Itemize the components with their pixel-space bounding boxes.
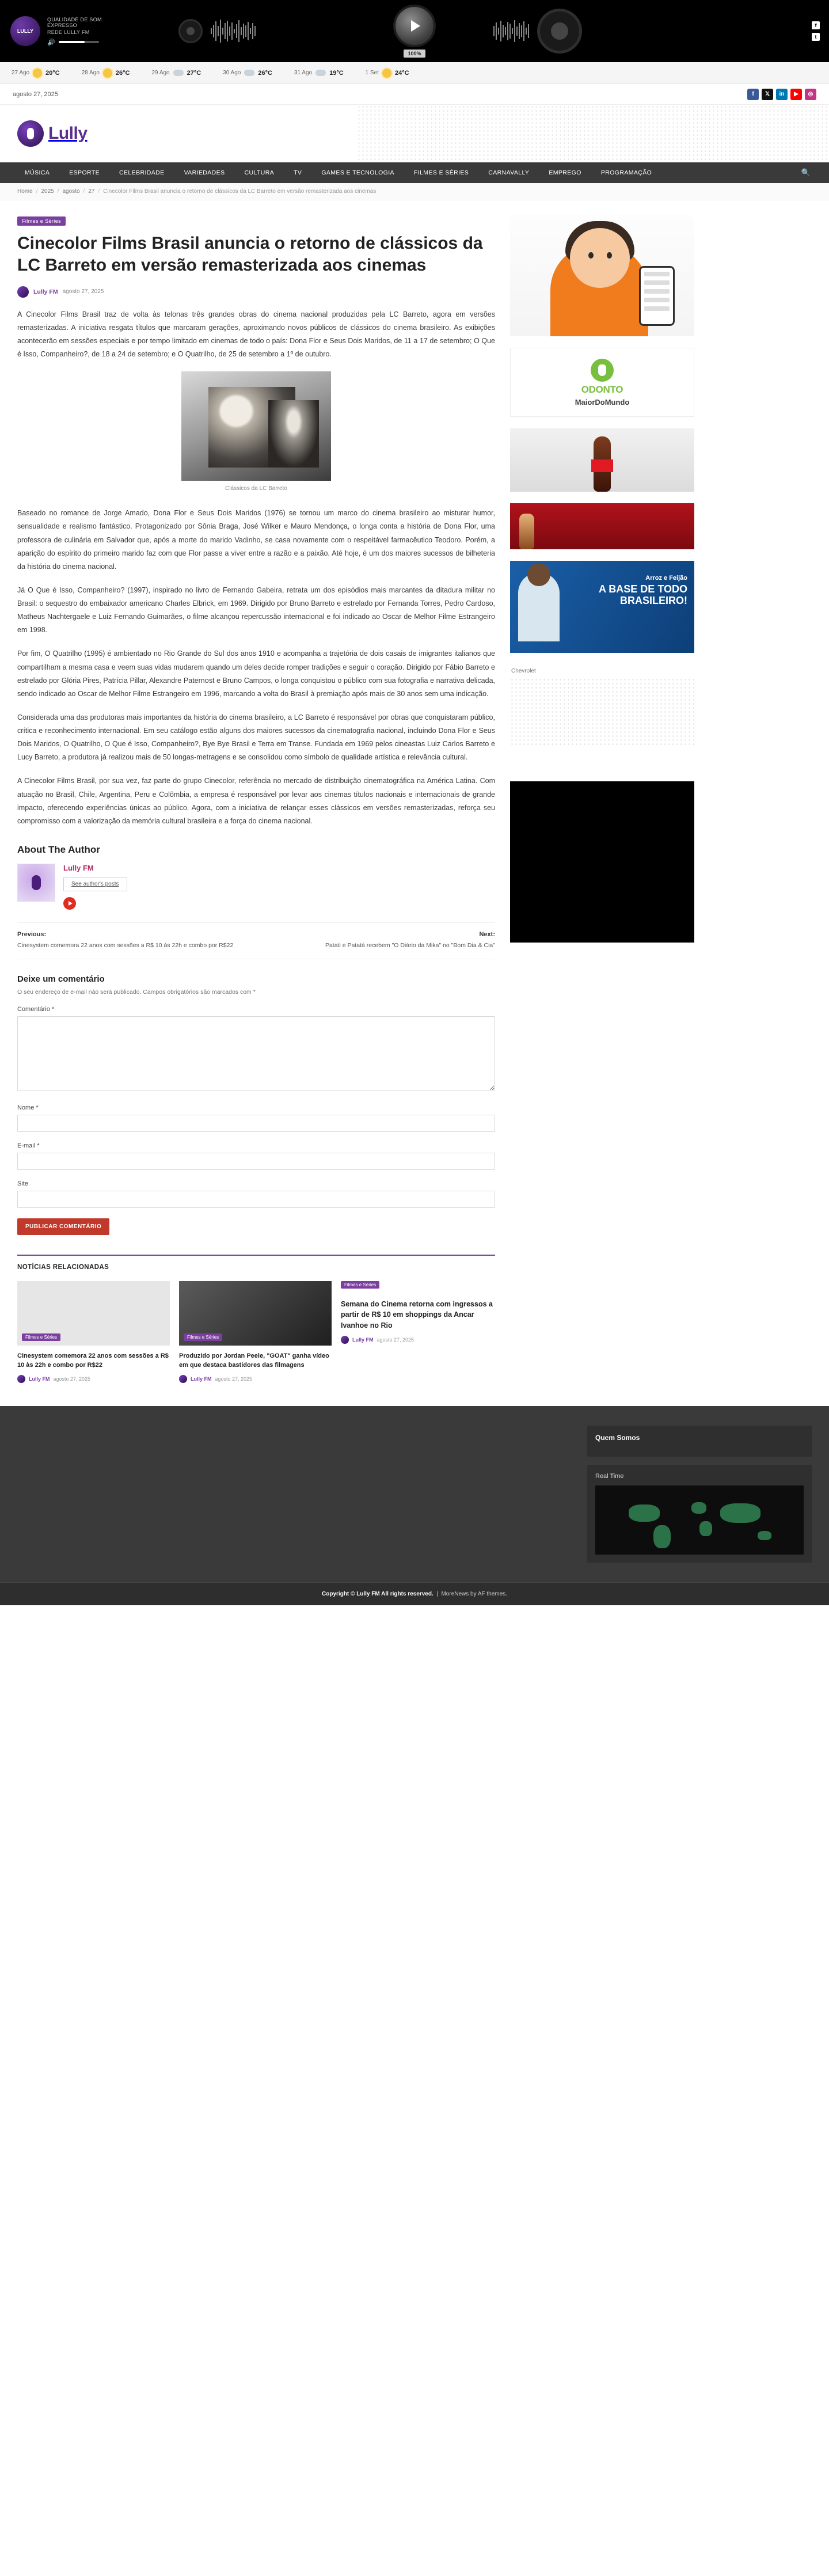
next-title[interactable]: Patati e Patatá recebem "O Diário da Mika" no "Bom Dia & Cia" bbox=[325, 941, 495, 949]
volume-icon[interactable]: 🔊 bbox=[47, 39, 55, 46]
nav-item-m-sica[interactable]: MÚSICA bbox=[25, 169, 50, 176]
nav-item-filmes-e-s-ries[interactable]: FILMES E SÉRIES bbox=[413, 169, 469, 176]
weather-temp: 24°C bbox=[395, 69, 409, 77]
waveform-visualizer-left bbox=[211, 18, 256, 44]
submit-comment-button[interactable]: PUBLICAR COMENTÁRIO bbox=[17, 1218, 109, 1235]
player-station-info bbox=[0, 16, 178, 46]
previous-title[interactable]: Cinesystem comemora 22 anos com sessões a R$ 10 às 22h e combo por R$22 bbox=[17, 941, 234, 949]
prev-next-navigation bbox=[17, 922, 495, 959]
nav-item-cultura[interactable]: CULTURA bbox=[244, 169, 275, 176]
weather-temp: 27°C bbox=[187, 69, 201, 77]
youtube-play-icon[interactable] bbox=[63, 897, 76, 910]
article-paragraph-0: Baseado no romance de Jorge Amado, Dona Flor e Seus Dois Maridos (1976) se tornou um marco do cinema brasileiro ao misturar humor, sensualidade e realismo fantástico. Protagonizado por Sônia Braga, José Wilker e Mauro Mendonça, o longa conta a história de Dona Flor, uma professora de culinária em Salvador que, após a morte do marido Vadinho, se casa novamente com o respeitável farmacêutico Teodoro. Porém, a aparição do espírito do primeiro marido faz com que Flor passe a viver entre a razão e a paixão. Até hoje, é um dos maiores sucessos de bilheteria da história do cinema nacional. bbox=[17, 509, 495, 571]
weather-date: 28 Ago bbox=[81, 70, 100, 76]
footer-left-column bbox=[17, 1426, 570, 1563]
station-logo-icon: LULLY bbox=[10, 16, 40, 46]
breadcrumb-separator: / bbox=[83, 188, 85, 195]
related-thumbnail[interactable] bbox=[17, 1281, 170, 1346]
facebook-icon[interactable]: f bbox=[812, 21, 820, 29]
play-icon bbox=[411, 20, 420, 32]
author-box bbox=[17, 864, 495, 910]
theme-credit: MoreNews by AF themes. bbox=[441, 1590, 507, 1597]
see-author-posts-button[interactable]: See author's posts bbox=[63, 877, 127, 891]
related-meta bbox=[179, 1375, 332, 1383]
comment-form-title: Deixe um comentário bbox=[17, 974, 105, 984]
odonto-ad[interactable] bbox=[510, 348, 694, 417]
sun-icon bbox=[33, 69, 42, 78]
weather-date: 1 Set bbox=[365, 70, 379, 76]
tooth-icon bbox=[591, 359, 614, 382]
author-avatar bbox=[17, 864, 55, 902]
article-author[interactable]: Lully FM bbox=[33, 288, 58, 295]
mascot-ad[interactable] bbox=[510, 215, 694, 336]
weather-item-3 bbox=[223, 70, 294, 77]
site-label: Site bbox=[17, 1180, 28, 1187]
station-line-2: EXPRESSO bbox=[47, 22, 77, 28]
copyright-text: Copyright © Lully FM All rights reserved. bbox=[322, 1590, 433, 1597]
breadcrumb-separator: / bbox=[36, 188, 38, 195]
article-paragraph-3: Considerada uma das produtoras mais importantes da história do cinema brasileiro, a LC Barreto é responsável por obras que conquistaram público, crítica e reconhecimento internacional. Em seu catálogo estão alguns dos maiores sucessos da cinematografia nacional, incluindo Dona Flor e Seus Dois Maridos, O Quatrilho, O Que é Isso, Companheiro?, Bye Bye Brasil e Terra em Transe. Fundada em 1969 pelos cineastas Luiz Carlos Barreto e Lucy Barreto, a produtora já realizou mais de 50 longas-metragens e se consolidou como símbolo de qualidade artística e relevância cultural. bbox=[17, 713, 495, 762]
weather-item-2 bbox=[151, 70, 223, 77]
coke-ad[interactable] bbox=[510, 428, 694, 492]
sun-cloud-icon bbox=[173, 70, 184, 76]
breadcrumb-item-2[interactable]: agosto bbox=[62, 188, 80, 195]
weather-date: 27 Ago bbox=[12, 70, 30, 76]
site-name: Lully bbox=[48, 124, 88, 143]
email-label: E-mail * bbox=[17, 1142, 40, 1149]
weather-date: 30 Ago bbox=[223, 70, 241, 76]
related-title[interactable]: Cinesystem comemora 22 anos com sessões a R$ 10 às 22h e combo por R$22 bbox=[17, 1352, 169, 1369]
related-tag[interactable]: Filmes e Séries bbox=[22, 1333, 60, 1341]
previous-label: Previous: bbox=[17, 930, 47, 938]
linkedin-icon[interactable]: in bbox=[776, 89, 788, 100]
comment-form bbox=[17, 974, 495, 1235]
quem-somos-widget bbox=[587, 1426, 812, 1457]
weather-item-1 bbox=[82, 69, 152, 78]
comment-label: Comentário * bbox=[17, 1005, 55, 1013]
microphone-logo-icon bbox=[17, 120, 44, 147]
sun-icon bbox=[103, 69, 112, 78]
odonto-title: ODONTO bbox=[581, 383, 623, 395]
search-icon[interactable]: 🔍 bbox=[801, 168, 811, 177]
previous-post[interactable] bbox=[17, 931, 256, 951]
station-line-1: QUALIDADE DE SOM bbox=[47, 16, 102, 22]
article-figure bbox=[17, 371, 495, 492]
feijao-ad[interactable] bbox=[510, 561, 694, 653]
related-heading-text: NOTÍCIAS RELACIONADAS bbox=[17, 1263, 109, 1271]
nav-item-emprego[interactable]: EMPREGO bbox=[549, 169, 581, 176]
email-input[interactable] bbox=[17, 1153, 495, 1170]
red-ad[interactable] bbox=[510, 503, 694, 549]
nav-item-tv[interactable]: TV bbox=[294, 169, 302, 176]
avatar bbox=[17, 286, 29, 298]
article-category-badge[interactable]: Filmes e Séries bbox=[17, 216, 66, 226]
article-paragraph-1: Já O Que é Isso, Companheiro? (1997), inspirado no livro de Fernando Gabeira, retrata um dos episódios mais marcantes da ditadura militar no Brasil: o sequestro do embaixador americano Charles Elbrick, em 1969. Dirigido por Bruno Barreto e estrelado por Fernanda Torres, Pedro Cardoso, Matheus Nachtergaele e Luiz Fernando Guimarães, o filme alcançou repercussão internacional e foi indicado ao Oscar de Melhor Filme Estrangeiro em 1998. bbox=[17, 586, 495, 634]
name-label: Nome * bbox=[17, 1104, 39, 1111]
article-date: agosto 27, 2025 bbox=[62, 288, 104, 295]
instagram-icon[interactable]: ◎ bbox=[805, 89, 816, 100]
weather-temp: 26°C bbox=[115, 69, 130, 77]
nav-item-variedades[interactable]: VARIEDADES bbox=[184, 169, 225, 176]
related-card-1[interactable] bbox=[17, 1281, 170, 1383]
facebook-icon[interactable]: f bbox=[747, 89, 759, 100]
related-title[interactable]: Produzido por Jordan Peele, "GOAT" ganha vídeo em que destaca bastidores das filmagens bbox=[179, 1352, 329, 1369]
article-paragraph-4: A Cinecolor Films Brasil, por sua vez, faz parte do grupo Cinecolor, referência no mercado de distribuição cinematográfica na América Latina. Com atuação no Brasil, Chile, Argentina, Peru e Colômbia, a empresa é responsável por levar aos cinemas títulos nacionais e internacionais de grande impacto, oferecendo experiências únicas ao público. Agora, com a iniciativa de relançar esses clássicos em versões remasterizadas, reforça seu compromisso com a valorização da memória cultural brasileira e a força do cinema nacional. bbox=[17, 777, 495, 825]
related-date: agosto 27, 2025 bbox=[377, 1336, 414, 1343]
player-social-links bbox=[812, 21, 829, 41]
breadcrumb-separator: / bbox=[57, 188, 59, 195]
social-links bbox=[747, 89, 816, 100]
site-input[interactable] bbox=[17, 1191, 495, 1208]
nav-item-games-e-tecnologia[interactable]: GAMES E TECNOLOGIA bbox=[321, 169, 394, 176]
nav-item-carnavally[interactable]: CARNAVALLY bbox=[488, 169, 530, 176]
sun-cloud-icon bbox=[315, 70, 326, 76]
sun-icon bbox=[382, 69, 391, 78]
black-ad[interactable] bbox=[510, 781, 694, 943]
station-line-3: REDE LULLY FM bbox=[47, 29, 90, 35]
article-lead: A Cinecolor Films Brasil traz de volta às telonas três grandes obras do cinema nacional produzidas pela LC Barreto, agora em versões remasterizadas. A iniciativa resgata títulos que marcaram gerações, aproximando novos públicos de clássicos do cinema brasileiro. As exibições acontecerão em sessões especiais e por tempo limitado em cinemas de todo o país: Dona Flor e Seus Dois Maridos, de 11 a 17 de setembro; O Que é Isso, Companheiro?, de 18 a 24 de setembro; e O Quatrilho, de 25 de setembro a 1º de outubro. bbox=[17, 310, 495, 359]
article-body bbox=[17, 507, 495, 828]
copyright-bar: Copyright © Lully FM All rights reserved. | MoreNews by AF themes. bbox=[0, 1582, 829, 1605]
site-footer bbox=[0, 1406, 829, 1582]
related-title[interactable]: Semana do Cinema retorna com ingressos a partir de R$ 10 em shoppings da Ancar Ivanhoe no Rio bbox=[341, 1300, 493, 1330]
volume-slider[interactable] bbox=[59, 41, 99, 43]
related-author[interactable]: Lully FM bbox=[29, 1376, 50, 1382]
breadcrumb-current: Cinecolor Films Brasil anuncia o retorno de clássicos da LC Barreto em versão remasterizada aos cinemas bbox=[103, 188, 377, 195]
related-card-3[interactable] bbox=[341, 1281, 493, 1383]
sidebar bbox=[510, 215, 694, 1383]
avatar bbox=[17, 1375, 25, 1383]
related-heading bbox=[17, 1255, 495, 1272]
weather-temp: 26°C bbox=[258, 69, 272, 77]
related-author[interactable]: Lully FM bbox=[191, 1376, 212, 1382]
avatar bbox=[179, 1375, 187, 1383]
next-label: Next: bbox=[479, 930, 495, 938]
youtube-icon[interactable]: ▶ bbox=[790, 89, 802, 100]
real-time-widget bbox=[587, 1465, 812, 1563]
world-map-widget[interactable] bbox=[595, 1485, 804, 1555]
site-logo[interactable] bbox=[17, 120, 88, 147]
related-date: agosto 27, 2025 bbox=[215, 1376, 253, 1382]
odonto-subtitle: MaiorDoMundo bbox=[575, 397, 630, 406]
article-paragraph-2: Por fim, O Quatrilho (1995) é ambientado no Rio Grande do Sul dos anos 1910 e acompanha a trajetória de dois casais de imigrantes italianos que compartilham a mesma casa e veem suas vidas mudarem quando um deles decide romper tradições e seguir o coração. Dirigido por Fábio Barreto e estrelado por Glória Pires, Patrícia Pillar, Alexandre Paternost e Bruno Campos, o longa conquistou o público com sua fotografia e narrativa delicada, sendo indicado ao Oscar de Melhor Filme Estrangeiro em 1996, marcando a volta do Brasil à premiação após mais de 30 anos sem uma indicação. bbox=[17, 649, 495, 698]
weather-temp: 19°C bbox=[329, 69, 344, 77]
current-date: agosto 27, 2025 bbox=[13, 90, 58, 98]
weather-item-0 bbox=[12, 69, 82, 78]
breadcrumb bbox=[0, 183, 829, 200]
nav-item-programa-o[interactable]: PROGRAMAÇÃO bbox=[600, 169, 652, 176]
article-main bbox=[17, 215, 495, 1383]
author-section-heading: About The Author bbox=[17, 844, 100, 855]
related-meta bbox=[341, 1336, 493, 1344]
real-time-title: Real Time bbox=[595, 1472, 624, 1480]
volume-control[interactable] bbox=[47, 39, 102, 46]
weather-item-4 bbox=[294, 70, 366, 77]
breadcrumb-separator: / bbox=[98, 188, 100, 195]
feijao-line2: A BASE DE TODO BRASILEIRO! bbox=[598, 583, 687, 606]
figure-caption: Clássicos da LC Barreto bbox=[225, 485, 287, 492]
play-button[interactable] bbox=[393, 0, 436, 62]
comment-input[interactable] bbox=[17, 1016, 495, 1091]
breadcrumb-item-3[interactable]: 27 bbox=[88, 188, 95, 195]
related-date: agosto 27, 2025 bbox=[53, 1376, 91, 1382]
weather-temp: 20°C bbox=[45, 69, 60, 77]
sidebar-dot-pattern bbox=[510, 678, 694, 747]
weather-date: 31 Ago bbox=[294, 70, 313, 76]
weather-item-5 bbox=[366, 69, 431, 78]
page-title: Cinecolor Films Brasil anuncia o retorno de clássicos da LC Barreto em versão remasterizada aos cinemas bbox=[17, 234, 483, 275]
nav-item-celebridade[interactable]: CELEBRIDADE bbox=[119, 169, 165, 176]
related-tag[interactable]: Filmes e Séries bbox=[184, 1333, 222, 1341]
weather-strip bbox=[0, 62, 829, 84]
speaker-icon-right bbox=[537, 9, 582, 54]
breadcrumb-item-0[interactable]: Home bbox=[17, 188, 33, 195]
related-thumbnail[interactable] bbox=[179, 1281, 332, 1346]
chevrolet-ad-alt-text[interactable]: Chevrolet bbox=[511, 668, 536, 674]
next-post[interactable] bbox=[256, 931, 495, 951]
radio-player-bar bbox=[0, 0, 829, 62]
comment-form-note: O seu endereço de e-mail não será publicado. Campos obrigatórios são marcados com * bbox=[17, 988, 256, 996]
name-input[interactable] bbox=[17, 1115, 495, 1132]
x-icon[interactable]: 𝕏 bbox=[762, 89, 773, 100]
avatar bbox=[341, 1336, 349, 1344]
sun-cloud-icon bbox=[244, 70, 254, 76]
footer-right-column bbox=[587, 1426, 812, 1563]
nav-item-esporte[interactable]: ESPORTE bbox=[69, 169, 100, 176]
main-navigation[interactable] bbox=[0, 162, 829, 183]
feijao-line1: Arroz e Feijão bbox=[645, 575, 687, 582]
related-card-2[interactable] bbox=[179, 1281, 332, 1383]
live-badge: 100% bbox=[404, 50, 425, 58]
weather-date: 29 Ago bbox=[151, 70, 170, 76]
quem-somos-title: Quem Somos bbox=[595, 1433, 640, 1442]
related-author[interactable]: Lully FM bbox=[352, 1336, 374, 1343]
site-header bbox=[0, 105, 829, 162]
article-image bbox=[181, 371, 331, 481]
author-name[interactable]: Lully FM bbox=[63, 863, 94, 872]
related-meta bbox=[17, 1375, 170, 1383]
waveform-visualizer-right bbox=[493, 18, 529, 44]
breadcrumb-item-1[interactable]: 2025 bbox=[41, 188, 54, 195]
speaker-icon-left bbox=[178, 19, 203, 43]
date-social-bar bbox=[0, 84, 829, 105]
related-tag[interactable]: Filmes e Séries bbox=[341, 1281, 379, 1289]
twitter-icon[interactable]: t bbox=[812, 33, 820, 41]
article-byline bbox=[17, 286, 495, 298]
